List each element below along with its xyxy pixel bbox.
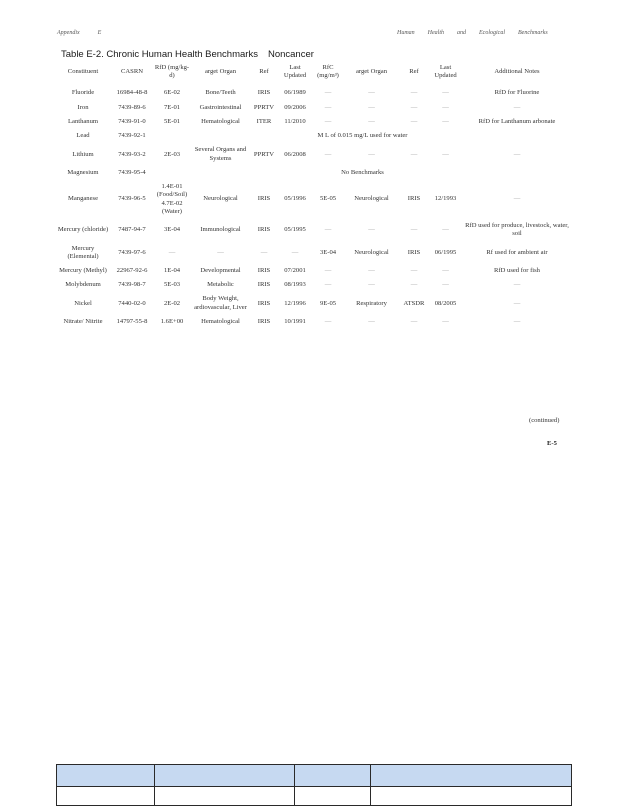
- table-cell: Molybdenum: [65, 281, 101, 289]
- table-cell: —: [410, 103, 418, 111]
- table-cell: Immunological: [200, 226, 241, 234]
- footer-table-header-cell: [57, 765, 155, 787]
- table-cell: Lithium: [72, 150, 94, 158]
- table-title-sub: Noncancer: [267, 49, 314, 60]
- table-cell: IRIS: [407, 195, 421, 203]
- table-cell: —: [324, 226, 332, 234]
- table-row: [55, 264, 572, 278]
- table-cell: 7439-98-7: [118, 281, 146, 289]
- table-row: [55, 242, 572, 264]
- table-cell: —: [324, 117, 332, 125]
- table-cell: Body Weight, ardiovascular, Liver: [194, 295, 247, 311]
- table-cell: IRIS: [257, 317, 271, 325]
- table-cell: 3E-04: [163, 226, 181, 234]
- table-cell: —: [368, 89, 375, 97]
- header-appendix-word: Appendix: [57, 30, 80, 36]
- table-cell: —: [368, 266, 375, 274]
- column-header: RfC (mg/m³): [317, 64, 339, 80]
- table-cell: Hematological: [201, 117, 240, 125]
- column-header: Constituent: [67, 68, 99, 76]
- table-cell: —: [324, 266, 332, 274]
- table-cell: Iron: [77, 103, 89, 111]
- table-cell: 9E-05: [319, 299, 337, 307]
- table-cell: —: [442, 150, 449, 158]
- table-cell: 5E-05: [319, 195, 337, 203]
- table-cell: —: [513, 299, 521, 307]
- table-cell: 05/1995: [284, 226, 306, 234]
- table-cell: 12/1993: [434, 195, 457, 203]
- table-cell: IRIS: [257, 195, 271, 203]
- table-cell: IRIS: [257, 89, 271, 97]
- table-cell: —: [513, 103, 521, 111]
- column-header: Ref: [409, 68, 419, 76]
- table-cell: —: [324, 317, 332, 325]
- table-cell: 7E-01: [163, 103, 181, 111]
- table-cell: 7440-02-0: [118, 299, 146, 307]
- header-appendix-letter: E: [97, 30, 102, 36]
- table-row: [55, 219, 572, 241]
- table-cell: —: [368, 117, 375, 125]
- table-cell: IRIS: [407, 248, 421, 256]
- table-cell: —: [368, 226, 375, 234]
- table-cell: Lead: [76, 132, 90, 140]
- table-cell: —: [291, 248, 299, 256]
- table-cell: —: [513, 281, 521, 289]
- table-cell: 7439-93-2: [118, 150, 146, 158]
- table-cell: —: [442, 317, 449, 325]
- table-cell: —: [410, 150, 418, 158]
- table-cell: 7439-91-0: [118, 117, 146, 125]
- page-number: E-5: [547, 440, 557, 447]
- table-cell: Several Organs and Systems: [194, 146, 247, 162]
- running-header-right: [397, 30, 561, 36]
- table-cell: 7439-92-1: [118, 132, 146, 140]
- table-cell: Nitrate/ Nitrite: [63, 317, 103, 325]
- table-cell: PPRTV: [253, 150, 275, 158]
- table-cell: 1.4E-01 (Food/Soil) 4.7E-02 (Water): [156, 183, 188, 215]
- table-cell: —: [368, 317, 375, 325]
- table-cell: —: [260, 248, 268, 256]
- table-cell: 3E-04: [319, 248, 337, 256]
- column-header: Last Updated: [434, 64, 457, 80]
- running-header-left: [57, 30, 119, 36]
- table-cell: 22967-92-6: [116, 266, 148, 274]
- footer-table-row: [57, 787, 572, 806]
- table-cell: 09/2006: [284, 103, 306, 111]
- table-cell: 6E-02: [163, 89, 181, 97]
- table-cell: 08/2005: [434, 299, 457, 307]
- table-cell: Rf used for ambient air: [486, 248, 548, 256]
- table-cell: 12/1996: [284, 299, 306, 307]
- continued-label: (continued): [529, 417, 560, 424]
- table-cell: 14797-55-8: [116, 317, 148, 325]
- table-cell: 1E-04: [163, 266, 181, 274]
- table-cell: —: [368, 150, 375, 158]
- table-cell: —: [513, 317, 521, 325]
- table-cell: Bone/Teeth: [205, 89, 236, 97]
- table-cell: —: [410, 117, 418, 125]
- benchmarks-table: [55, 62, 572, 329]
- table-cell: —: [410, 266, 418, 274]
- table-cell: 2E-02: [163, 299, 181, 307]
- table-cell: 06/1995: [434, 248, 457, 256]
- footer-table-header-cell: [294, 765, 371, 787]
- table-cell: 16984-48-8: [116, 89, 148, 97]
- table-cell: PPRTV: [253, 103, 275, 111]
- footer-table-header-row: [57, 765, 572, 787]
- table-row: [55, 278, 572, 292]
- table-cell: —: [410, 89, 418, 97]
- table-cell: Mercury (Methyl): [59, 266, 107, 274]
- table-cell: —: [410, 226, 418, 234]
- table-cell: 06/1989: [284, 89, 306, 97]
- table-cell: —: [368, 103, 375, 111]
- table-cell: RfD used for fish: [494, 266, 540, 274]
- table-cell: 7439-95-4: [118, 168, 146, 176]
- table-cell: RfD for Lanthanum arbonate: [478, 117, 556, 125]
- table-cell: —: [442, 281, 449, 289]
- header-word: and: [457, 30, 467, 36]
- table-cell: 11/2010: [284, 117, 306, 125]
- table-cell: RfD used for produce, livestock, water, soil: [465, 222, 569, 238]
- table-cell: —: [442, 103, 449, 111]
- header-word: Ecological: [479, 30, 506, 36]
- table-body: [55, 86, 572, 329]
- column-header: arget Organ: [204, 68, 237, 76]
- table-cell: —: [442, 226, 449, 234]
- table-cell: 7439-89-6: [118, 103, 146, 111]
- table-cell: IRIS: [257, 299, 271, 307]
- column-header: RfD (mg/kg-d): [154, 64, 190, 80]
- table-cell: Gastrointestinal: [199, 103, 242, 111]
- column-header: Additional Notes: [494, 68, 540, 76]
- footer-table-header-cell: [371, 765, 572, 787]
- table-cell: ITER: [256, 117, 272, 125]
- table-cell: 5E-03: [163, 281, 181, 289]
- table-cell: —: [442, 266, 449, 274]
- table-cell: Manganese: [67, 195, 99, 203]
- table-cell: Neurological: [203, 195, 238, 203]
- table-cell: —: [442, 117, 449, 125]
- table-cell: Hematological: [201, 317, 240, 325]
- column-header: CASRN: [121, 68, 143, 76]
- table-row: [55, 315, 572, 329]
- table-row: [55, 129, 572, 143]
- table-cell: IRIS: [257, 281, 271, 289]
- table-cell: IRIS: [257, 266, 271, 274]
- table-cell: —: [324, 89, 332, 97]
- table-cell: RfD for Fluorine: [494, 89, 540, 97]
- table-cell: 2E-03: [163, 150, 181, 158]
- column-header: Last Updated: [283, 64, 307, 80]
- header-word: Human: [397, 30, 415, 36]
- table-cell: Neurological: [354, 195, 389, 203]
- table-cell: —: [442, 89, 449, 97]
- table-cell: —: [410, 317, 418, 325]
- column-header: arget Organ: [355, 68, 388, 76]
- header-word: Benchmarks: [518, 30, 548, 36]
- table-cell: M L of 0.015 mg/L used for water: [317, 132, 408, 140]
- table-cell: 10/1991: [284, 317, 306, 325]
- footer-table-cell: [57, 787, 155, 806]
- table-cell: Nickel: [74, 299, 92, 307]
- table-cell: No Benchmarks: [341, 168, 384, 176]
- footer-table-header-cell: [154, 765, 294, 787]
- table-cell: 07/2001: [284, 266, 306, 274]
- table-row: [55, 166, 572, 180]
- table-cell: 7487-94-7: [118, 226, 146, 234]
- table-cell: 7439-97-6: [118, 248, 146, 256]
- table-row: [55, 292, 572, 314]
- table-cell: —: [513, 195, 521, 203]
- table-cell: Lanthanum: [67, 117, 99, 125]
- table-cell: —: [513, 150, 521, 158]
- table-row: [55, 180, 572, 219]
- table-cell: IRIS: [257, 226, 271, 234]
- table-cell: —: [168, 248, 176, 256]
- table-cell: Mercury (chloride): [57, 226, 109, 234]
- table-cell: 05/1996: [284, 195, 306, 203]
- table-cell: 06/2008: [284, 150, 306, 158]
- table-cell: —: [368, 281, 375, 289]
- table-title: [61, 49, 314, 60]
- table-cell: 5E-01: [163, 117, 181, 125]
- table-row: [55, 86, 572, 100]
- footer-table-cell: [154, 787, 294, 806]
- table-cell: Metabolic: [207, 281, 234, 289]
- table-cell: Fluoride: [71, 89, 95, 97]
- column-header: Ref: [259, 68, 269, 76]
- table-cell: 7439-96-5: [118, 195, 146, 203]
- table-cell: 1.6E+00: [160, 317, 184, 325]
- table-cell: Neurological: [354, 248, 389, 256]
- table-cell: ATSDR: [403, 299, 425, 307]
- footer-table-cell: [371, 787, 572, 806]
- table-cell: Mercury (Elemental): [67, 244, 99, 260]
- table-cell: —: [324, 150, 332, 158]
- footer-table-cell: [294, 787, 371, 806]
- table-cell: 08/1993: [284, 281, 306, 289]
- table-row: [55, 101, 572, 115]
- header-word: Health: [427, 30, 445, 36]
- table-cell: Developmental: [200, 266, 241, 274]
- table-cell: —: [410, 281, 418, 289]
- table-title-main: Table E-2. Chronic Human Health Benchmarks: [61, 49, 258, 60]
- table-header-row: [55, 62, 572, 86]
- table-cell: Respiratory: [356, 299, 387, 307]
- table-row: [55, 115, 572, 129]
- table-cell: Magnesium: [67, 168, 99, 176]
- table-cell: —: [217, 248, 224, 256]
- table-cell: —: [324, 281, 332, 289]
- table-row: [55, 143, 572, 165]
- table-cell: —: [324, 103, 332, 111]
